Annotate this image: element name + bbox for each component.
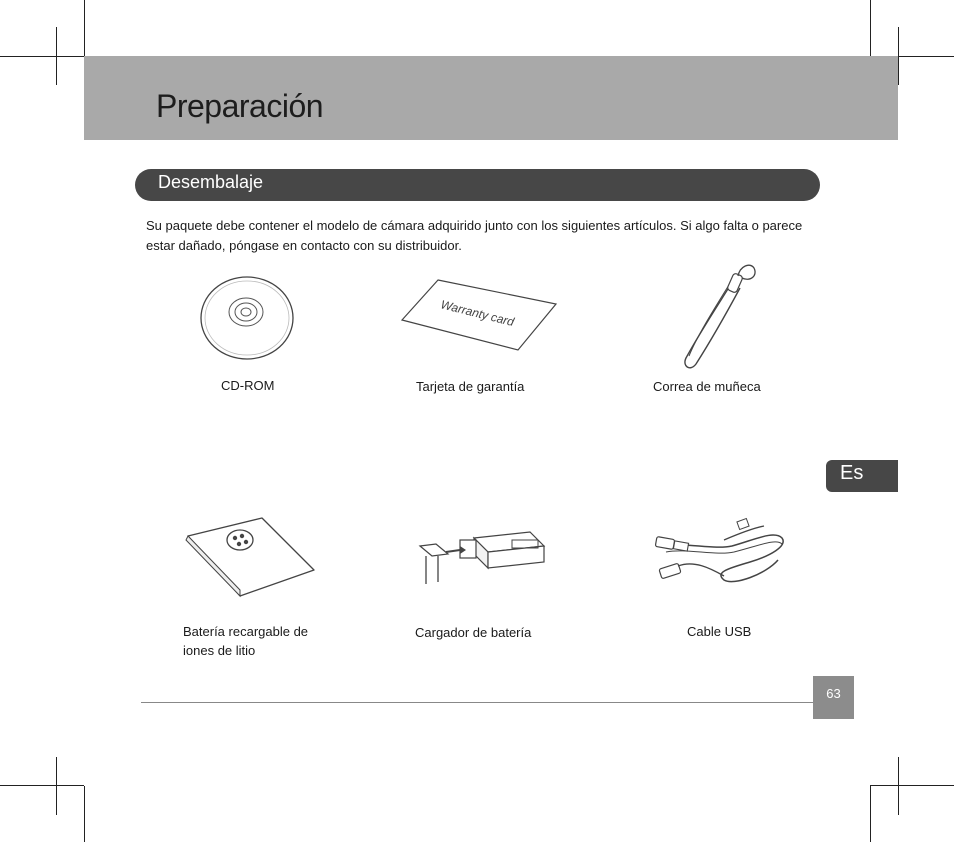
wrist-strap-icon	[680, 262, 760, 372]
page-number: 63	[826, 686, 841, 701]
caption-wrist-strap: Correa de muñeca	[653, 379, 761, 394]
caption-battery: Batería recargable de iones de litio	[183, 624, 309, 658]
page-title: Preparación	[156, 88, 324, 124]
caption-battery-charger: Cargador de batería	[415, 625, 532, 640]
caption-warranty-card: Tarjeta de garantía	[416, 379, 525, 394]
caption-cd-rom: CD-ROM	[221, 378, 275, 393]
cd-rom-icon	[200, 276, 296, 360]
language-tab-label: Es	[840, 462, 864, 484]
battery-icon	[184, 516, 318, 598]
intro-paragraph: Su paquete debe contener el modelo de cámara adquirido junto con los siguientes artículos. Si algo falta o parece estar dañado, póngase en contacto con su distribuidor.	[146, 218, 803, 253]
battery-charger-icon	[416, 524, 548, 586]
usb-cable-icon	[654, 516, 786, 592]
section-title: Desembalaje	[158, 172, 264, 192]
footer-rule	[141, 702, 814, 703]
caption-usb-cable: Cable USB	[687, 624, 752, 639]
warranty-card-icon	[400, 278, 560, 352]
warranty-card-text: Warranty card	[439, 297, 516, 330]
